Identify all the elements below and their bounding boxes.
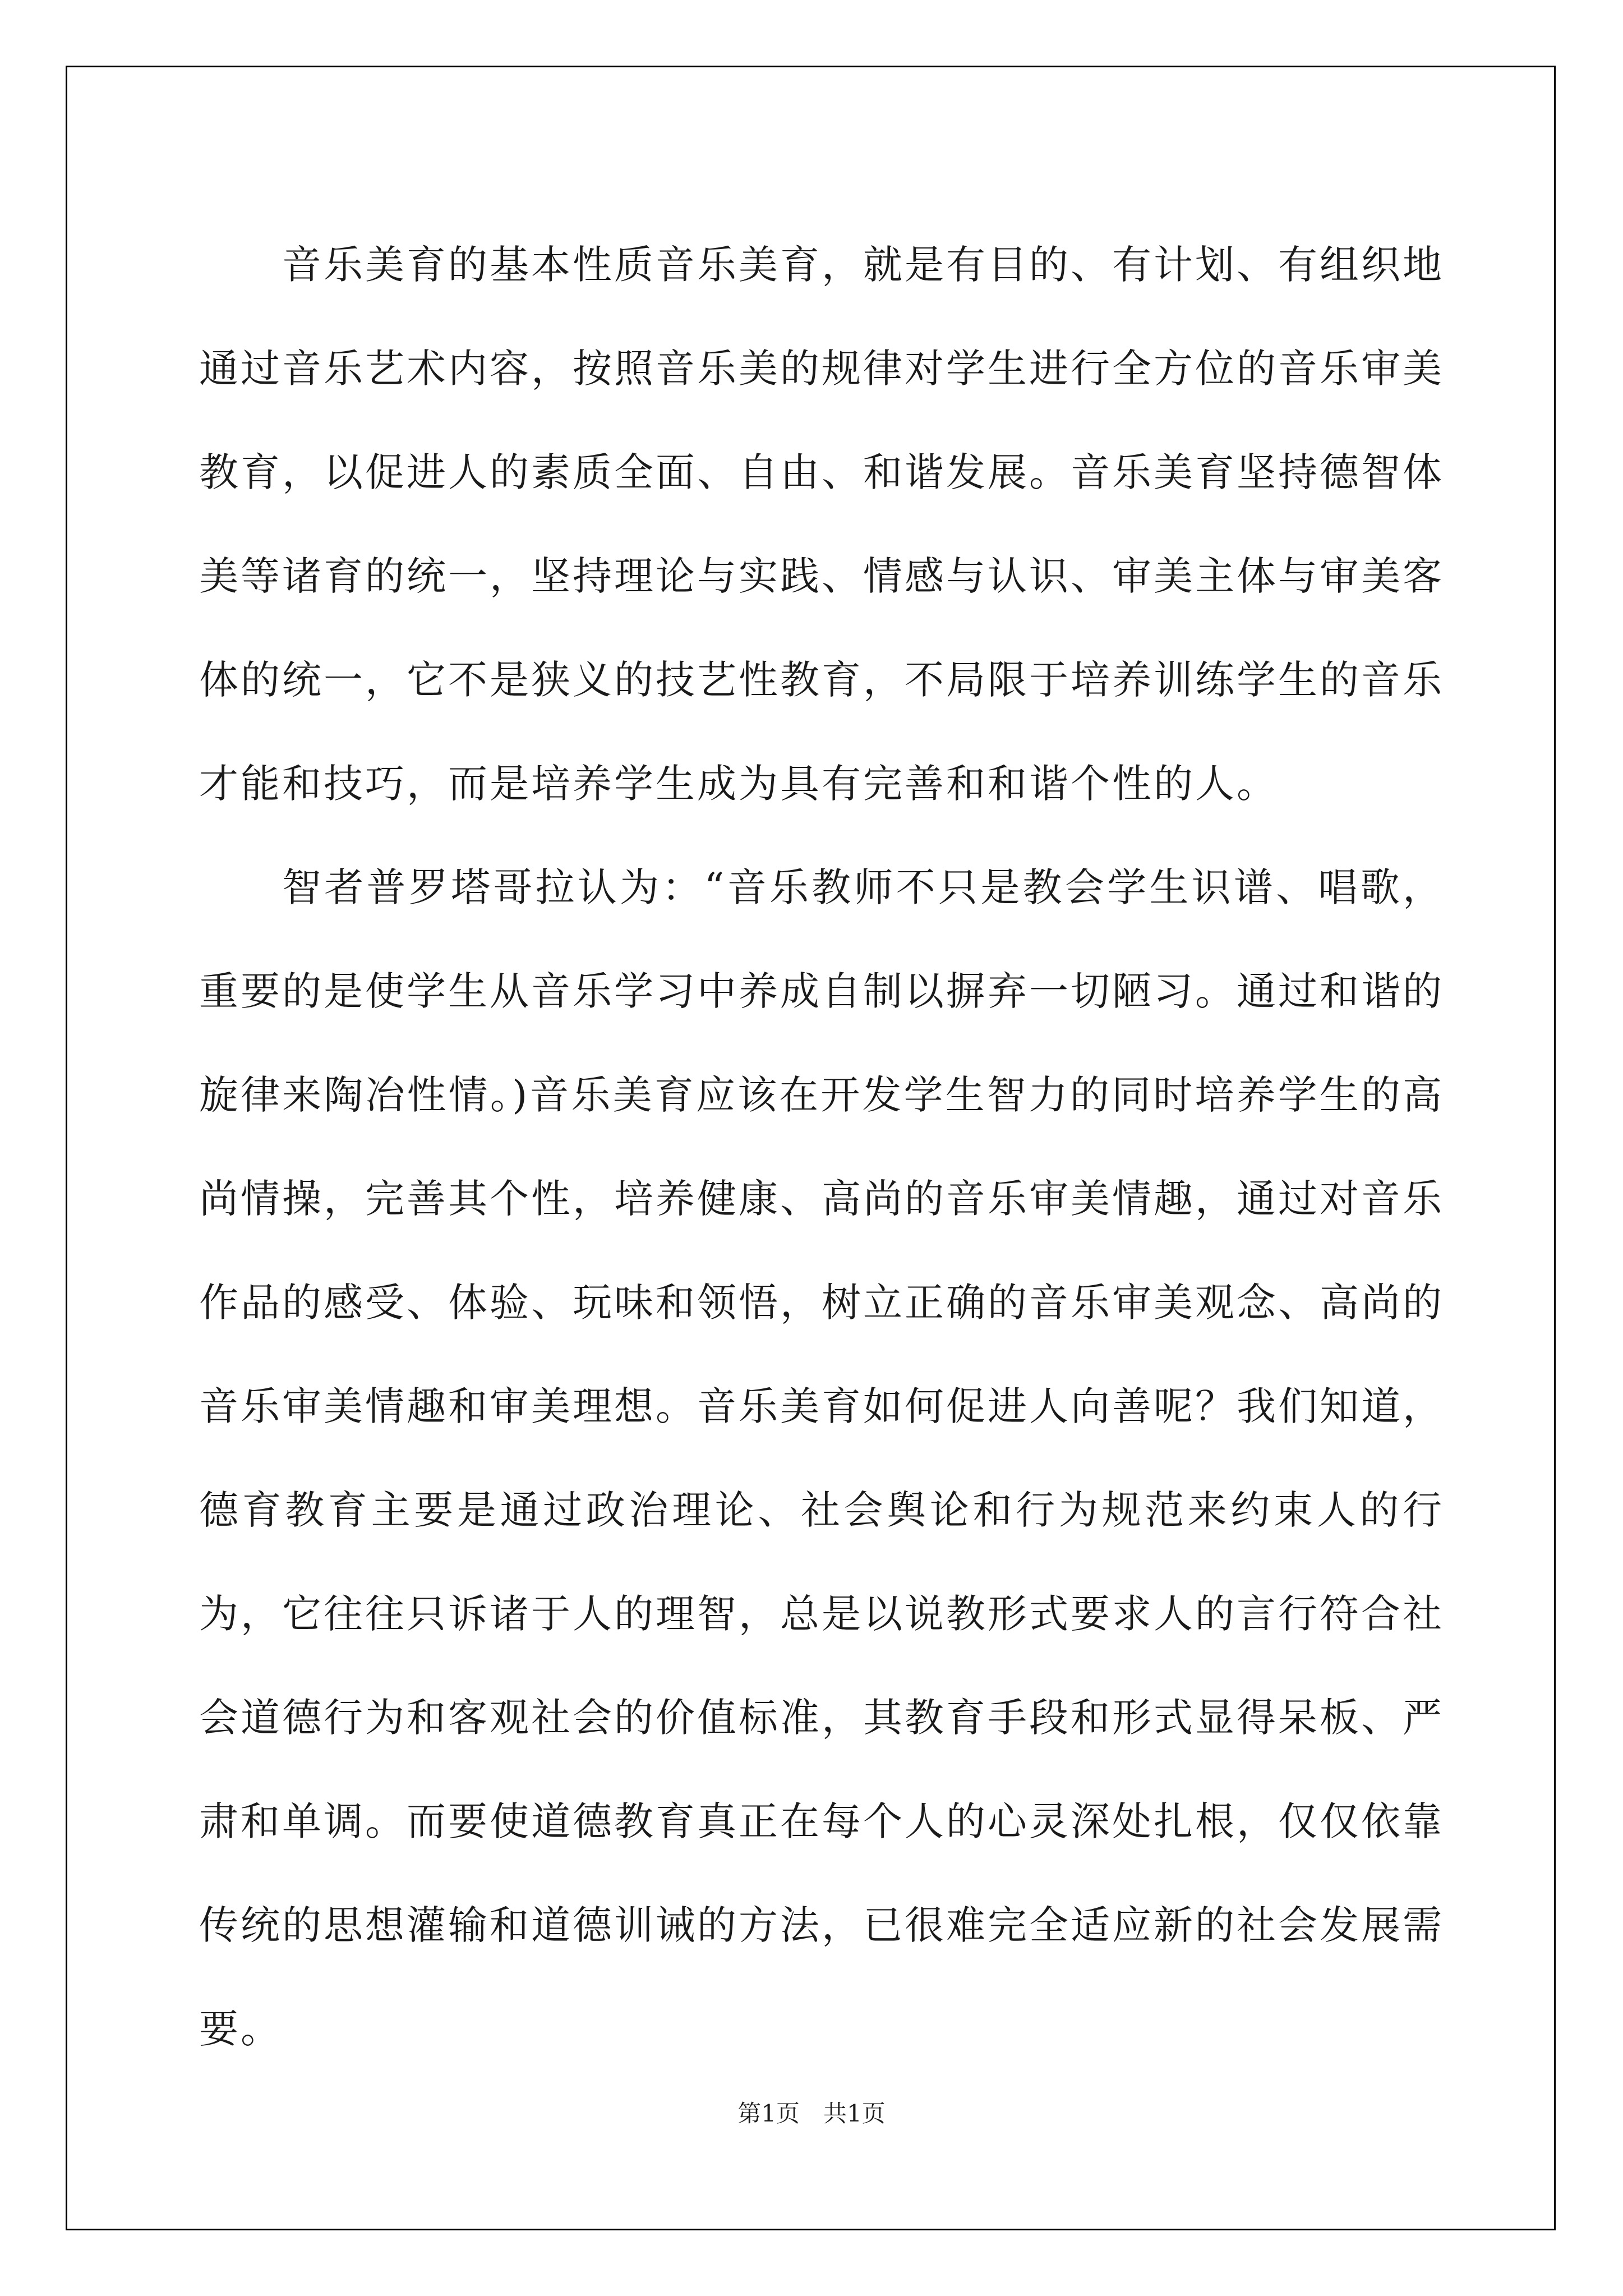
page-total: 共1页 bbox=[823, 2100, 886, 2127]
page-footer bbox=[0, 2095, 1623, 2129]
document-body bbox=[199, 213, 1444, 2081]
paragraph: 智者普罗塔哥拉认为：“音乐教师不只是教会学生识谱、唱歌，重要的是使学生从音乐学习中养成自制以摒弃一切陋习。通过和谐的旋律来陶冶性情。)音乐美育应该在开发学生智力的同时培养学生的高尚情操，完善其个性，培养健康、高尚的音乐审美情趣，通过对音乐作品的感受、体验、玩味和领悟，树立正确的音乐审美观念、高尚的音乐审美情趣和审美理想。音乐美育如何促进人向善呢？我们知道，德育教育主要是通过政治理论、社会舆论和行为规范来约束人的行为，它往往只诉诸于人的理智，总是以说教形式要求人的言行符合社会道德行为和客观社会的价值标准，其教育手段和形式显得呆板、严肃和单调。而要使道德教育真正在每个人的心灵深处扎根，仅仅依靠传统的思想灌输和道德训诫的方法，已很难完全适应新的社会发展需要。 bbox=[199, 864, 1444, 2052]
page-number: 第1页 bbox=[737, 2100, 800, 2127]
paragraph: 音乐美育的基本性质音乐美育，就是有目的、有计划、有组织地通过音乐艺术内容，按照音乐美的规律对学生进行全方位的音乐审美教育，以促进人的素质全面、自由、和谐发展。音乐美育坚持德智体美等诸育的统一，坚持理论与实践、情感与认识、审美主体与审美客体的统一，它不是狭义的技艺性教育，不局限于培养训练学生的音乐才能和技巧，而是培养学生成为具有完善和和谐个性的人。 bbox=[199, 242, 1444, 807]
